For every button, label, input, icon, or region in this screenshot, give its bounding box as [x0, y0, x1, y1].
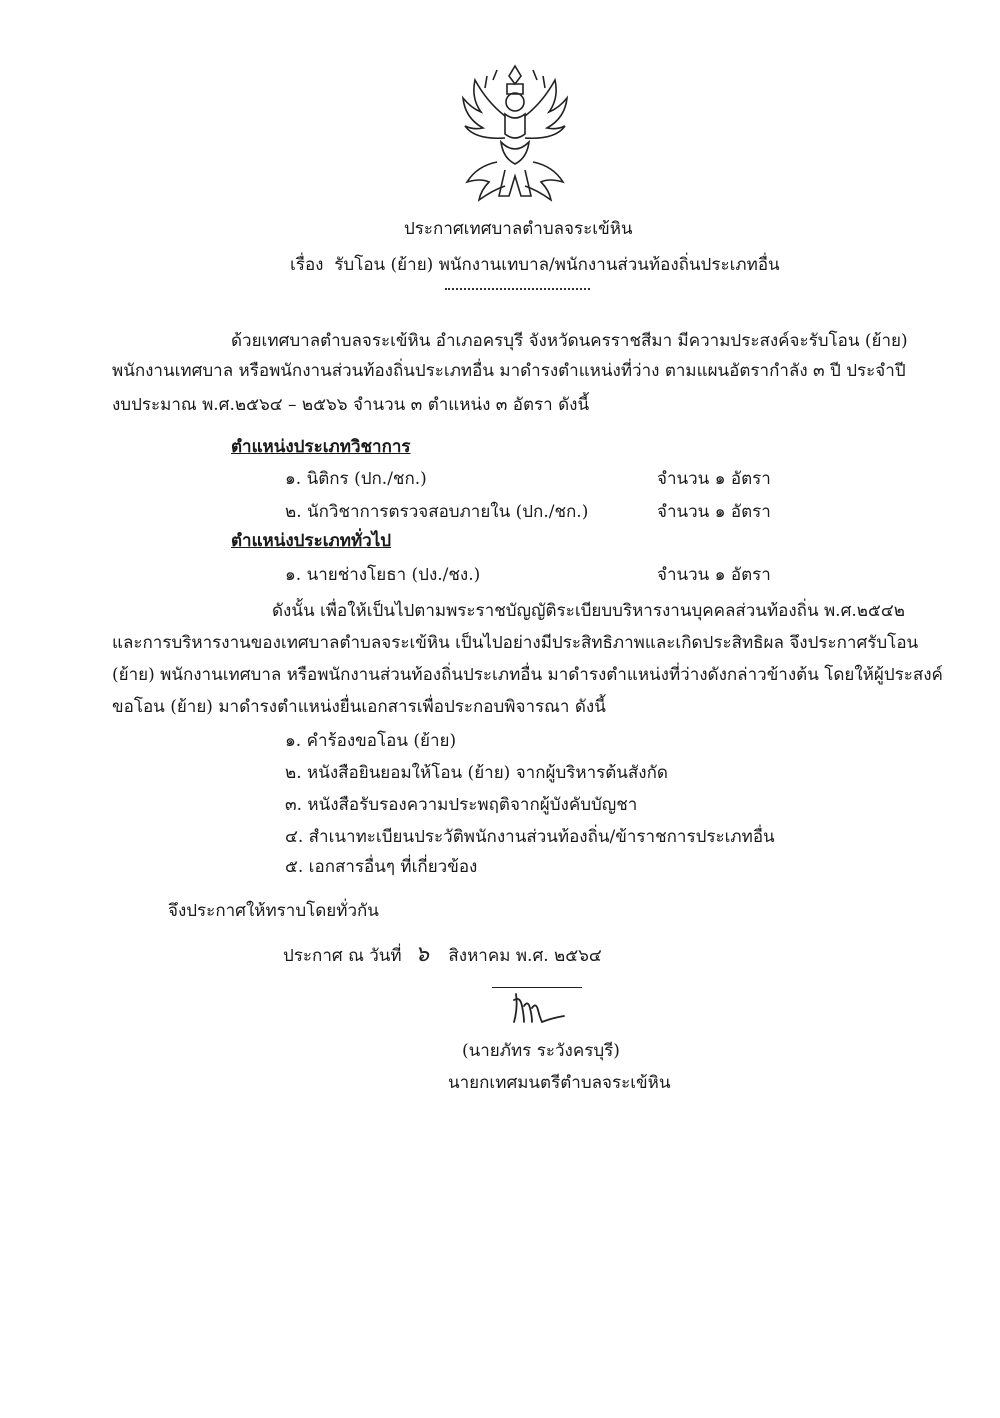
garuda-emblem-icon [455, 58, 575, 208]
announcement-title: ประกาศเทศบาลตำบลจระเข้หิน [404, 219, 633, 239]
position-item-civil-technician-count: จำนวน ๑ อัตรา [657, 565, 771, 585]
document-item-2: ๒. หนังสือยินยอมให้โอน (ย้าย) จากผู้บริหารต้นสังกัด [285, 763, 668, 783]
position-item-civil-technician: ๑. นายช่างโยธา (ปง./ชง.) [285, 565, 481, 585]
position-item-internal-auditor-count: จำนวน ๑ อัตรา [657, 502, 771, 522]
document-item-4: ๔. สำเนาทะเบียนประวัติพนักงานส่วนท้องถิ่น/ข้าราชการประเภทอื่น [285, 827, 775, 847]
document-item-3: ๓. หนังสือรับรองความประพฤติจากผู้บังคับบัญชา [285, 795, 638, 815]
position-group-academic-title: ตำแหน่งประเภทวิชาการ [231, 437, 411, 457]
document-item-1: ๑. คำร้องขอโอน (ย้าย) [285, 731, 457, 751]
subject-label: เรื่อง [290, 255, 324, 275]
header-divider [445, 284, 590, 290]
body-line-3: (ย้าย) พนักงานเทศบาล หรือพนักงานส่วนท้องถิ่นประเภทอื่น มาดำรงตำแหน่งที่ว่างดังกล่าวข้างต้น โดยให้ผู้ประสงค์ [112, 665, 943, 685]
position-item-internal-auditor: ๒. นักวิชาการตรวจสอบภายใน (ปก./ชก.) [285, 502, 589, 522]
body-line-4: ขอโอน (ย้าย) มาดำรงตำแหน่งยื่นเอกสารเพื่อประกอบพิจารณา ดังนี้ [112, 697, 606, 717]
date-day: ๖ [415, 942, 430, 967]
handwritten-signature-icon [510, 990, 570, 1026]
intro-line-2: พนักงานเทศบาล หรือพนักงานส่วนท้องถิ่นประเภทอื่น มาดำรงตำแหน่งที่ว่าง ตามแผนอัตรากำลัง ๓ ปี ประจำปี [112, 361, 906, 381]
body-line-2: และการบริหารงานของเทศบาลตำบลจระเข้หิน เป็นไปอย่างมีประสิทธิภาพและเกิดประสิทธิผล จึงประกาศรับโอน [112, 633, 919, 653]
body-line-1: ดังนั้น เพื่อให้เป็นไปตามพระราชบัญญัติระเบียบบริหารงานบุคคลส่วนท้องถิ่น พ.ศ.๒๕๔๒ [272, 601, 905, 621]
signatory-name: (นายภัทร ระวังครบุรี) [462, 1041, 620, 1061]
position-group-general-title: ตำแหน่งประเภททั่วไป [231, 531, 392, 551]
faint-stamp-mark [100, 140, 400, 170]
signature-line [492, 987, 582, 988]
document-item-5: ๕. เอกสารอื่นๆ ที่เกี่ยวข้อง [285, 857, 478, 877]
position-item-legal-officer: ๑. นิติกร (ปก./ชก.) [285, 469, 427, 489]
subject-line [290, 250, 780, 280]
closing-announcement: จึงประกาศให้ทราบโดยทั่วกัน [168, 901, 379, 921]
announcement-date [283, 940, 602, 971]
date-prefix: ประกาศ ณ วันที่ [283, 946, 402, 966]
intro-line-3: งบประมาณ พ.ศ.๒๕๖๔ – ๒๕๖๖ จำนวน ๓ ตำแหน่ง ๓ อัตรา ดังนี้ [112, 395, 590, 415]
intro-line-1: ด้วยเทศบาลตำบลจระเข้หิน อำเภอครบุรี จังหวัดนครราชสีมา มีความประสงค์จะรับโอน (ย้าย) [231, 331, 908, 351]
position-item-legal-officer-count: จำนวน ๑ อัตรา [657, 469, 771, 489]
date-rest: สิงหาคม พ.ศ. ๒๕๖๔ [448, 946, 602, 966]
signatory-title: นายกเทศมนตรีตำบลจระเข้หิน [448, 1073, 671, 1093]
subject-text: รับโอน (ย้าย) พนักงานเทบาล/พนักงานส่วนท้องถิ่นประเภทอื่น [334, 255, 780, 275]
